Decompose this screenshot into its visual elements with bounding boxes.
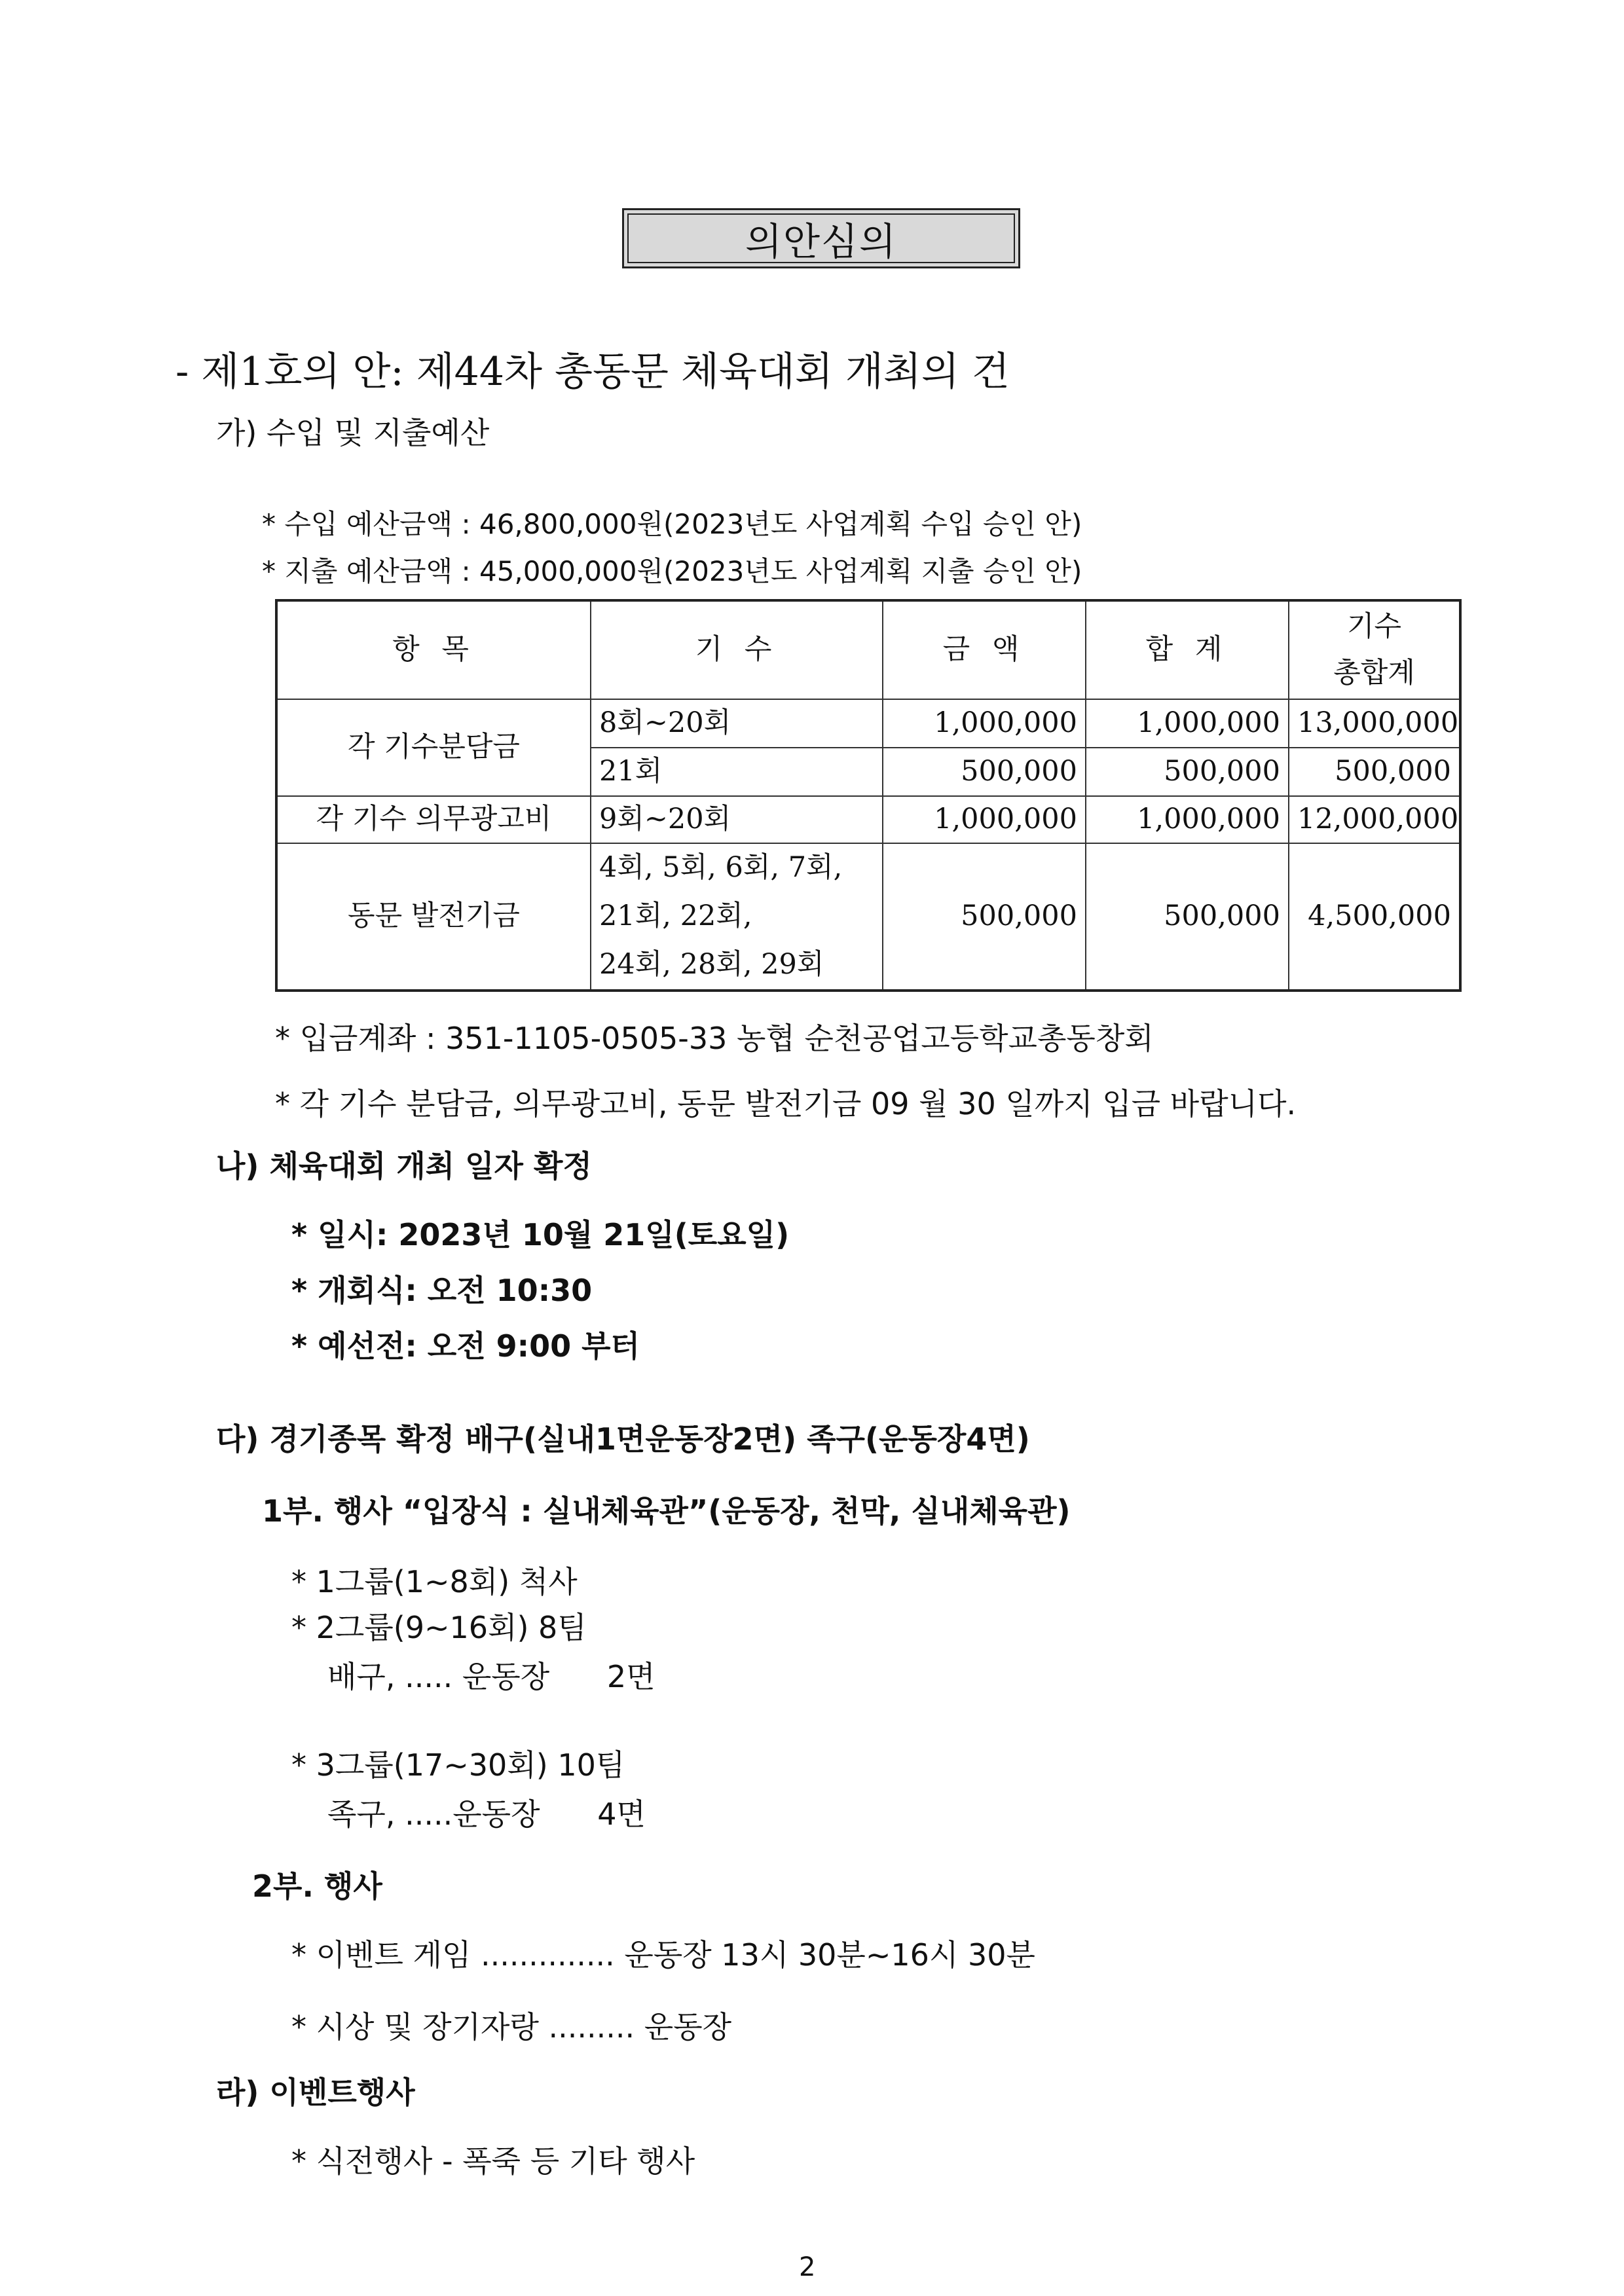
row-generation-line: 24회, 28회, 29회 xyxy=(599,947,824,981)
table-row xyxy=(276,796,1460,843)
row-generation: 8회~20회 xyxy=(591,699,883,748)
deposit-note: * 각 기수 분담금, 의무광고비, 동문 발전기금 09 월 30 일까지 입금 바랍니다. xyxy=(275,1086,1297,1121)
agenda-title: - 제1호의 안: 제44차 총동문 체육대회 개최의 건 xyxy=(175,349,1010,395)
row-total: 4,500,000 xyxy=(1289,843,1460,991)
row-sum: 500,000 xyxy=(1086,748,1289,796)
table-row xyxy=(276,699,1460,748)
account-note: * 입금계좌 : 351-1105-0505-33 농협 순천공업고등학교총동창회 xyxy=(275,1021,1154,1056)
group2-detail: 배구, ..... 운동장 2면 xyxy=(327,1659,655,1694)
expense-note: * 지출 예산금액 : 45,000,000원(2023년도 사업계획 지출 승인 안) xyxy=(262,555,1082,587)
row-amount: 500,000 xyxy=(883,843,1086,991)
ceremony-line: * 식전행사 - 폭죽 등 기타 행사 xyxy=(291,2143,695,2179)
row-total: 500,000 xyxy=(1289,748,1460,796)
row-generation: 9회~20회 xyxy=(591,796,883,843)
header-generation: 기 수 xyxy=(591,600,883,699)
page-number: 2 xyxy=(799,2252,816,2282)
section-c-heading: 다) 경기종목 확정 배구(실내1면운동장2면) 족구(운동장4면) xyxy=(216,1421,1030,1457)
row-item: 각 기수분담금 xyxy=(276,699,591,796)
event-game-line: * 이벤트 게임 .............. 운동장 13시 30분~16시 30분 xyxy=(291,1937,1035,1973)
page-title: 의안심의 xyxy=(622,208,1020,268)
row-total: 12,000,000 xyxy=(1289,796,1460,843)
header-total xyxy=(1289,600,1460,699)
row-total: 13,000,000 xyxy=(1289,699,1460,748)
header-sum: 합 계 xyxy=(1086,600,1289,699)
section-b-heading: 나) 체육대회 개최 일자 확정 xyxy=(216,1148,592,1184)
part2-heading: 2부. 행사 xyxy=(252,1868,382,1904)
opening-time: * 개회식: 오전 10:30 xyxy=(291,1273,593,1308)
row-amount: 1,000,000 xyxy=(883,699,1086,748)
row-item: 각 기수 의무광고비 xyxy=(276,796,591,843)
part1-heading: 1부. 행사 “입장식 : 실내체육관”(운동장, 천막, 실내체육관) xyxy=(262,1493,1071,1529)
row-amount: 500,000 xyxy=(883,748,1086,796)
row-generation: 21회 xyxy=(591,748,883,796)
section-a-heading: 가) 수입 및 지출예산 xyxy=(216,415,490,450)
group2-line: * 2그룹(9~16회) 8팀 xyxy=(291,1610,587,1645)
budget-table xyxy=(275,599,1462,992)
awards-line: * 시상 및 장기자랑 ......... 운동장 xyxy=(291,2009,732,2045)
group1-line: * 1그룹(1~8회) 척사 xyxy=(291,1564,578,1599)
income-note: * 수입 예산금액 : 46,800,000원(2023년도 사업계획 수입 승인 안) xyxy=(262,508,1082,540)
section-d-heading: 라) 이벤트행사 xyxy=(216,2075,415,2110)
row-generation xyxy=(591,843,883,991)
row-item: 동문 발전기금 xyxy=(276,843,591,991)
table-header-row xyxy=(276,600,1460,699)
header-amount: 금 액 xyxy=(883,600,1086,699)
event-date: * 일시: 2023년 10월 21일(토요일) xyxy=(291,1217,790,1252)
row-generation-line: 4회, 5회, 6회, 7회, xyxy=(599,851,843,884)
row-amount: 1,000,000 xyxy=(883,796,1086,843)
row-sum: 1,000,000 xyxy=(1086,699,1289,748)
table-row xyxy=(276,843,1460,991)
group3-line: * 3그룹(17~30회) 10팀 xyxy=(291,1747,625,1783)
group3-detail: 족구, .....운동장 4면 xyxy=(327,1796,646,1832)
row-sum: 1,000,000 xyxy=(1086,796,1289,843)
prelim-time: * 예선전: 오전 9:00 부터 xyxy=(291,1328,640,1364)
row-sum: 500,000 xyxy=(1086,843,1289,991)
header-total-line2: 총합계 xyxy=(1333,657,1415,689)
row-generation-line: 21회, 22회, xyxy=(599,899,752,932)
header-item: 항 목 xyxy=(276,600,591,699)
header-total-line1: 기수 xyxy=(1346,610,1402,644)
